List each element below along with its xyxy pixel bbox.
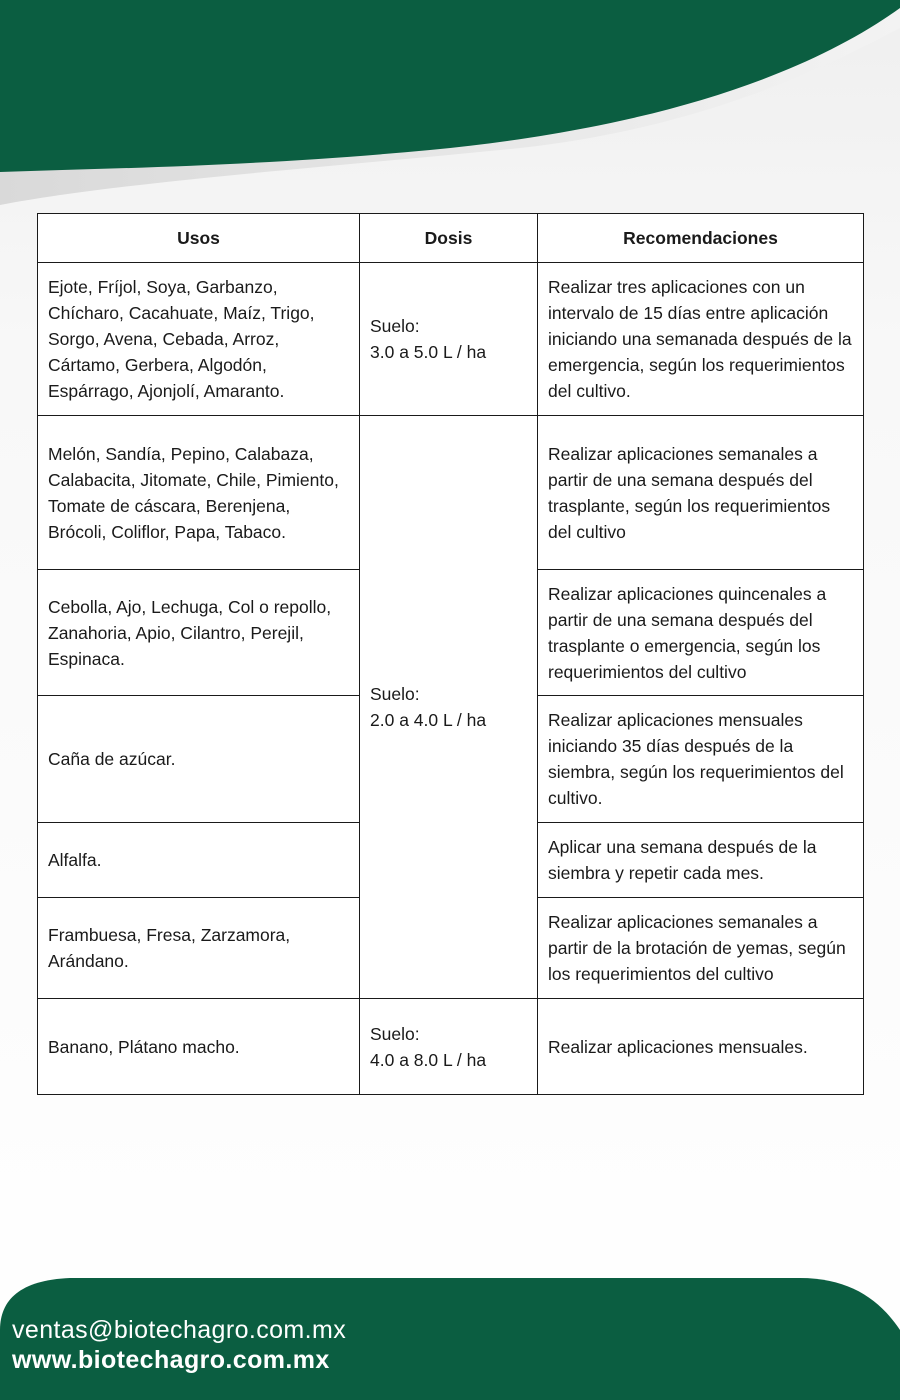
usos-cell: Ejote, Fríjol, Soya, Garbanzo, Chícharo, Cacahuate, Maíz, Trigo, Sorgo, Avena, Cebada, Arroz, Cártamo, Gerbera, Algodón, Espárrago, Ajonjolí, Amaranto. <box>38 263 360 416</box>
dose-cell <box>360 416 538 999</box>
dose-value: 2.0 a 4.0 L / ha <box>370 710 487 730</box>
contact-email-link[interactable]: ventas@biotechagro.com.mx <box>12 1316 347 1344</box>
recomendacion-cell: Realizar aplicaciones mensuales. <box>538 999 864 1095</box>
recomendacion-cell: Aplicar una semana después de la siembra y repetir cada mes. <box>538 823 864 898</box>
website-link[interactable]: www.biotechagro.com.mx <box>12 1346 330 1374</box>
dose-cell <box>360 999 538 1095</box>
recomendacion-cell: Realizar aplicaciones quincenales a partir de una semana después del trasplante o emergencia, según los requerimientos del cultivo <box>538 570 864 696</box>
usos-cell: Frambuesa, Fresa, Zarzamora, Arándano. <box>38 898 360 999</box>
recomendacion-cell: Realizar aplicaciones mensuales iniciando 35 días después de la siembra, según los requerimientos del cultivo. <box>538 696 864 823</box>
dose-label: Suelo: <box>370 1023 420 1044</box>
dose-label: Suelo: <box>370 684 420 704</box>
recomendacion-cell: Realizar aplicaciones semanales a partir de una semana después del trasplante, según los requerimientos del cultivo <box>538 416 864 570</box>
dose-cell <box>360 263 538 416</box>
usos-cell: Caña de azúcar. <box>38 696 360 823</box>
dose-label: Suelo: <box>370 316 420 336</box>
recomendacion-cell: Realizar tres aplicaciones con un intervalo de 15 días entre aplicación iniciando una semanada después de la emergencia, según los requerimientos del cultivo. <box>538 263 864 416</box>
footer-contact <box>12 1315 346 1375</box>
usos-cell: Alfalfa. <box>38 823 360 898</box>
header-dosis: Dosis <box>360 214 538 263</box>
usos-cell: Banano, Plátano macho. <box>38 999 360 1095</box>
header-usos: Usos <box>38 214 360 263</box>
header-recomendaciones: Recomendaciones <box>538 214 864 263</box>
usage-table-container <box>37 213 864 1095</box>
usage-table <box>37 213 864 1095</box>
usos-cell: Cebolla, Ajo, Lechuga, Col o repollo, Zanahoria, Apio, Cilantro, Perejil, Espinaca. <box>38 570 360 696</box>
recomendacion-cell: Realizar aplicaciones semanales a partir de la brotación de yemas, según los requerimientos del cultivo <box>538 898 864 999</box>
table-row <box>38 999 864 1095</box>
table-header-row <box>38 214 864 263</box>
table-row <box>38 416 864 570</box>
table-row <box>38 263 864 416</box>
dose-value: 4.0 a 8.0 L / ha <box>370 1049 487 1070</box>
dose-value: 3.0 a 5.0 L / ha <box>370 342 487 362</box>
usos-cell: Melón, Sandía, Pepino, Calabaza, Calabacita, Jitomate, Chile, Pimiento, Tomate de cáscara, Berenjena, Brócoli, Coliflor, Papa, Tabaco. <box>38 416 360 570</box>
